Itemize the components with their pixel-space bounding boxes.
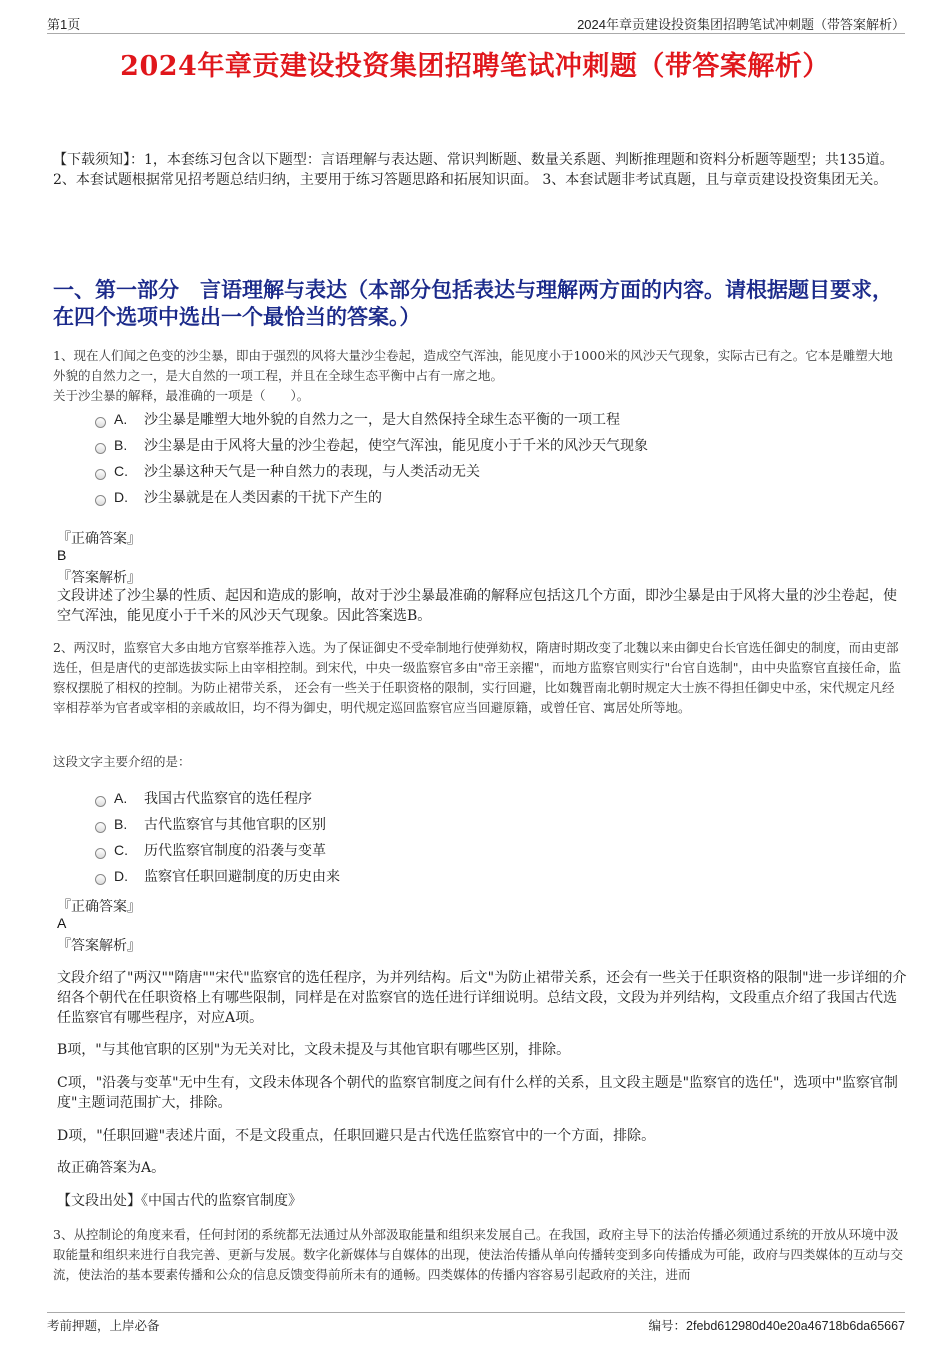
question-1-analysis: 文段讲述了沙尘暴的性质、起因和造成的影响，故对于沙尘暴最准确的解释应包括这几个方面，即沙尘暴是由于风将大量的沙尘卷起，使空气浑浊，能见度小于千米的风沙天气现象。因此答案选B。 xyxy=(57,588,897,624)
question-2-conclusion: 故正确答案为A。 xyxy=(57,1160,166,1176)
question-1-options xyxy=(95,406,648,510)
option-a[interactable]: A. 沙尘暴是雕塑大地外貌的自然力之一，是大自然保持全球生态平衡的一项工程 xyxy=(95,406,648,432)
option-text: 监察官任职回避制度的历史由来 xyxy=(144,869,340,885)
document-serial: 编号：2febd612980d40e20a46718b6da65667 xyxy=(648,1319,905,1333)
question-1-stem: 1、现在人们闻之色变的沙尘暴，即由于强烈的风将大量沙尘卷起，造成空气浑浊，能见度小于1000米的风沙天气现象，实际古已有之。它本是雕塑大地外貌的自然力之一，是大自然的一项工程，并且在全球生态平衡中占有一席之地。 xyxy=(53,348,893,383)
option-a[interactable]: A. 我国古代监察官的选任程序 xyxy=(95,785,340,811)
option-c[interactable]: C. 历代监察官制度的沿袭与变革 xyxy=(95,837,340,863)
analysis-label: 『答案解析』 xyxy=(57,570,141,586)
download-notice: 【下载须知】：1，本套练习包含以下题型：言语理解与表达题、常识判断题、数量关系题、判断推理题和资料分析题等题型；共135道。 2、本套试题根据常见招考题总结归纳，主要用于练习答题思路和拓展知识面。 3、本套试题非考试真题，且与章贡建设投资集团无关。 xyxy=(53,152,894,188)
analysis-label: 『答案解析』 xyxy=(57,938,141,954)
option-text: 沙尘暴是雕塑大地外貌的自然力之一，是大自然保持全球生态平衡的一项工程 xyxy=(144,412,620,428)
option-d[interactable]: D. 沙尘暴就是在人类因素的干扰下产生的 xyxy=(95,484,648,510)
question-2-analysis-c: C项，"沿袭与变革"无中生有，文段未体现各个朝代的监察官制度之间有什么样的关系，且文段主题是"监察官的选任"，选项中"监察官制度"主题词范围扩大，排除。 xyxy=(57,1075,898,1111)
option-d[interactable]: D. 监察官任职回避制度的历史由来 xyxy=(95,863,340,889)
question-2-analysis-main: 文段介绍了"两汉""隋唐""宋代"监察官的选任程序，为并列结构。后文"为防止裙带关系，还会有一些关于任职资格的限制"进一步详细的介绍各个朝代在任职资格上有哪些限制，同样是在对监察官的选任进行详细说明。总结文段，文段为并列结构，文段重点介绍了我国古代选任监察官有哪些程序，对应A项。 xyxy=(57,970,907,1026)
radio-button-icon[interactable] xyxy=(95,822,106,833)
question-2-source: 【文段出处】《中国古代的监察官制度》 xyxy=(57,1193,302,1209)
radio-button-icon[interactable] xyxy=(95,796,106,807)
radio-button-icon[interactable] xyxy=(95,469,106,480)
section-heading: 一、第一部分 言语理解与表达（本部分包括表达与理解两方面的内容。请根据题目要求，在四个选项中选出一个最恰当的答案。） xyxy=(53,277,893,329)
radio-button-icon[interactable] xyxy=(95,417,106,428)
radio-button-icon[interactable] xyxy=(95,848,106,859)
option-text: 历代监察官制度的沿袭与变革 xyxy=(144,843,326,859)
question-3-stem: 3、从控制论的角度来看，任何封闭的系统都无法通过从外部汲取能量和组织来发展自己。在我国，政府主导下的法治传播必须通过系统的开放从环境中汲取能量和组织来进行自我完善、更新与发展。数字化新媒体与自媒体的出现，使法治传播从单向传播转变到多向传播成为可能，政府与四类媒体的互动与交流，使法治的基本要素传播和公众的信息反馈变得前所未有的通畅。四类媒体的传播内容容易引起政府的关注，进而 xyxy=(53,1227,904,1282)
option-text: 沙尘暴这种天气是一种自然力的表现，与人类活动无关 xyxy=(144,464,480,480)
question-1-prompt: 关于沙尘暴的解释，最准确的一项是（ ）。 xyxy=(53,388,310,403)
option-b[interactable]: B. 沙尘暴是由于风将大量的沙尘卷起，使空气浑浊，能见度小于千米的风沙天气现象 xyxy=(95,432,648,458)
radio-button-icon[interactable] xyxy=(95,874,106,885)
page-header xyxy=(47,12,905,34)
running-title: 2024年章贡建设投资集团招聘笔试冲刺题（带答案解析） xyxy=(577,17,905,32)
correct-answer: A xyxy=(57,915,67,931)
correct-answer-label: 『正确答案』 xyxy=(57,531,141,547)
radio-button-icon[interactable] xyxy=(95,443,106,454)
footer-slogan: 考前押题，上岸必备 xyxy=(47,1318,160,1333)
question-2-stem: 2、两汉时，监察官大多由地方官察举推荐入选。为了保证御史不受牵制地行使弹劾权，隋唐时期改变了北魏以来由御史台长官选任御史的制度，而由吏部选任，但是唐代的吏部选拔实际上由宰相控制。到宋代，中央一级监察官多由"帝王亲擢"，而地方监察官则实行"台官自选制"，由中央监察官直接任命，监察权摆脱了相权的控制。为防止裙带关系， 还会有一些关于任职资格的限制，实行回避，比如魏晋南北朝时规定大士族不得担任御史中丞，宋代规定凡经宰相荐举为官者或宰相的亲戚故旧，均不得为御史，明代规定巡回监察官应当回避原籍，或曾任官、寓居处所等地。 xyxy=(53,640,902,715)
option-b[interactable]: B. 古代监察官与其他官职的区别 xyxy=(95,811,340,837)
radio-button-icon[interactable] xyxy=(95,495,106,506)
page-number: 第1页 xyxy=(47,17,81,32)
option-text: 沙尘暴就是在人类因素的干扰下产生的 xyxy=(144,490,382,506)
question-2-analysis-b: B项，"与其他官职的区别"为无关对比，文段未提及与其他官职有哪些区别，排除。 xyxy=(57,1042,571,1058)
option-text: 我国古代监察官的选任程序 xyxy=(144,791,312,807)
option-text: 沙尘暴是由于风将大量的沙尘卷起，使空气浑浊，能见度小于千米的风沙天气现象 xyxy=(144,438,648,454)
question-2-prompt: 这段文字主要介绍的是： xyxy=(53,754,191,769)
correct-answer-label: 『正确答案』 xyxy=(57,899,141,915)
option-text: 古代监察官与其他官职的区别 xyxy=(144,817,326,833)
question-2-options xyxy=(95,785,340,889)
option-c[interactable]: C. 沙尘暴这种天气是一种自然力的表现，与人类活动无关 xyxy=(95,458,648,484)
correct-answer: B xyxy=(57,547,67,563)
question-2-analysis-d: D项，"任职回避"表述片面，不是文段重点，任职回避只是古代选任监察官中的一个方面，排除。 xyxy=(57,1128,656,1144)
page-footer xyxy=(47,1312,905,1333)
document-title: 2024年章贡建设投资集团招聘笔试冲刺题（带答案解析） xyxy=(120,51,830,82)
